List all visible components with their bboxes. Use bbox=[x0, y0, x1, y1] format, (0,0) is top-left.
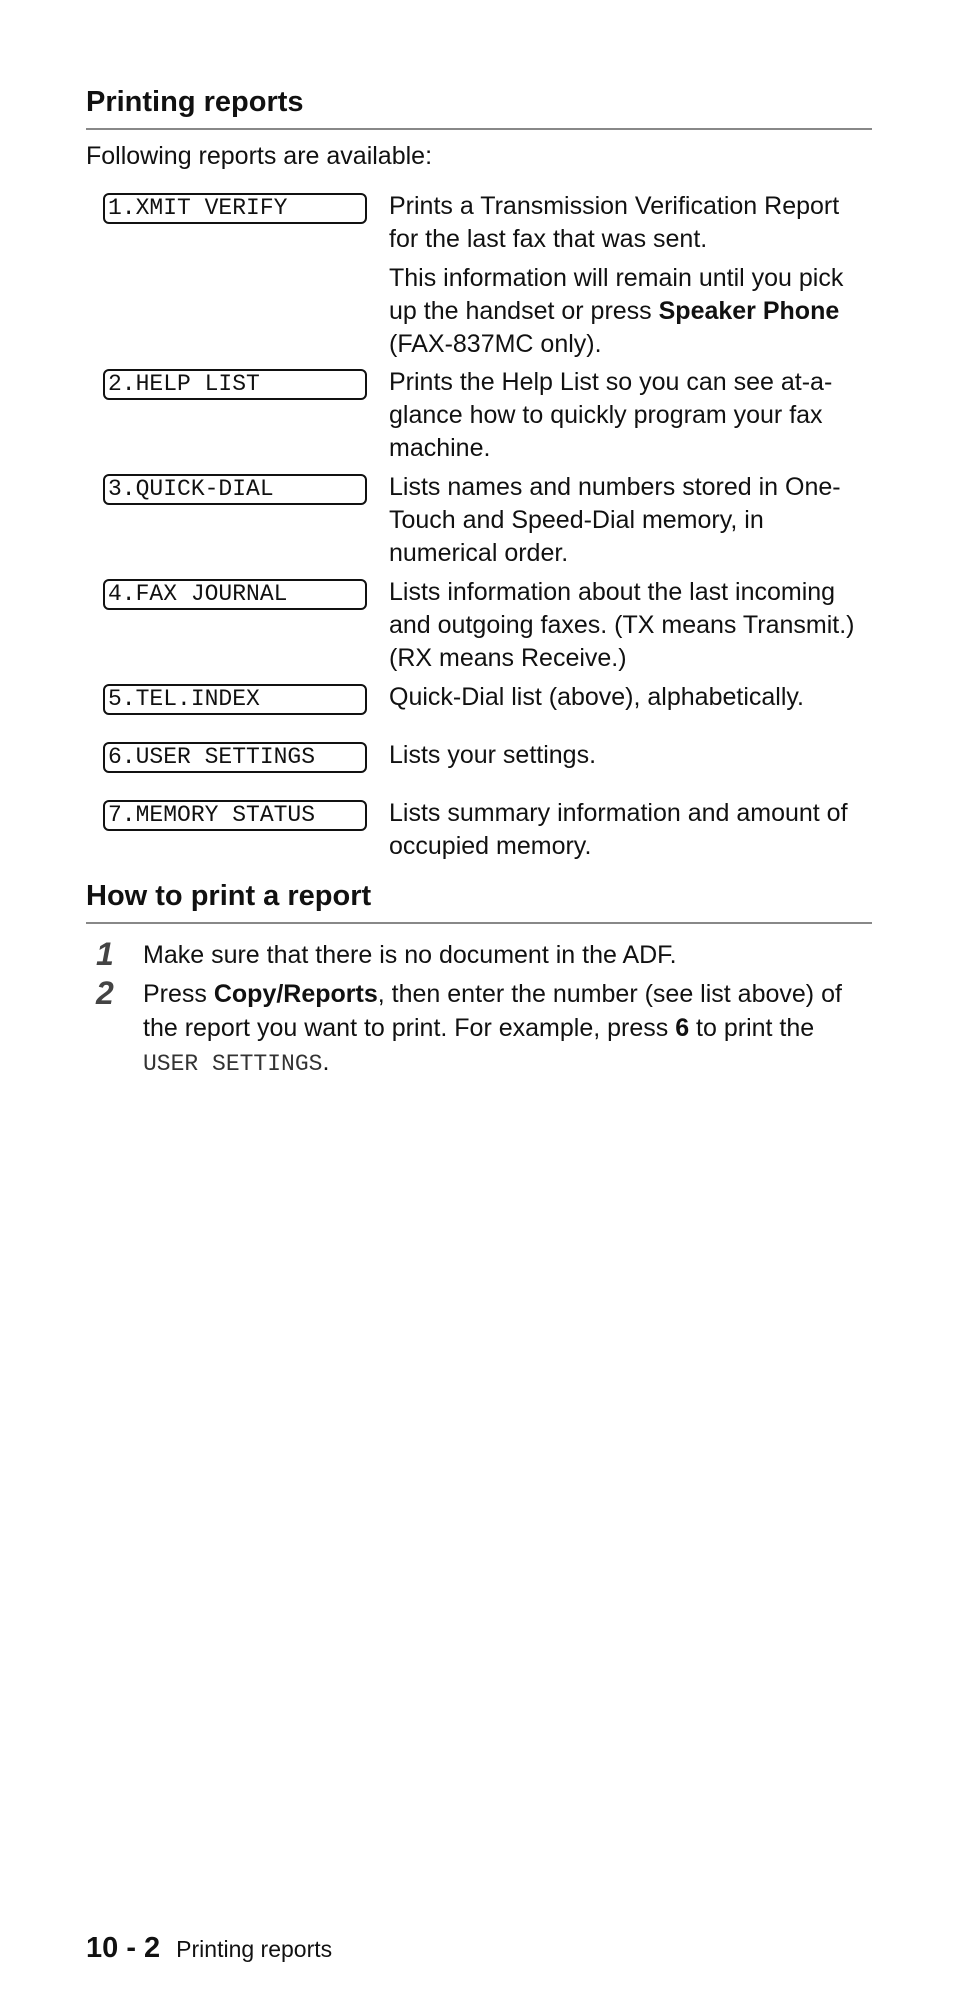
section-title-printing-reports: Printing reports bbox=[86, 86, 304, 118]
copy-reports-key: Copy/Reports bbox=[213, 980, 378, 1008]
report-description: Lists information about the last incoming and outgoing faxes. (TX means Transmit.) (RX means Receive.) bbox=[389, 578, 855, 672]
title-rule bbox=[86, 922, 872, 924]
report-description: Lists names and numbers stored in One-Touch and Speed-Dial memory, in numerical order. bbox=[389, 473, 841, 567]
step-text-part: to print the bbox=[689, 1014, 815, 1042]
intro-text: Following reports are available: bbox=[86, 142, 433, 170]
report-description: Prints the Help List so you can see at-a-glance how to quickly program your fax machine. bbox=[389, 368, 833, 462]
description-text: (FAX-837MC only). bbox=[389, 330, 602, 358]
step-text: Make sure that there is no document in the ADF. bbox=[143, 941, 677, 969]
lcd-label: 1.XMIT VERIFY bbox=[103, 193, 367, 224]
description-text: This information will remain until you pick up the handset or press bbox=[389, 264, 844, 325]
step-text bbox=[143, 977, 872, 1081]
description-paragraph: Prints a Transmission Verification Report for the last fax that was sent. bbox=[389, 192, 840, 253]
step-text-part: . bbox=[322, 1048, 330, 1076]
section-title-how-to-print: How to print a report bbox=[86, 880, 372, 912]
lcd-label: 7.MEMORY STATUS bbox=[103, 800, 367, 831]
lcd-text: USER SETTINGS bbox=[143, 1051, 323, 1077]
lcd-label: 6.USER SETTINGS bbox=[103, 742, 367, 773]
number-key: 6 bbox=[675, 1014, 690, 1042]
step-number: 1 bbox=[96, 936, 114, 972]
footer-label: Printing reports bbox=[176, 1936, 333, 1962]
report-description bbox=[389, 190, 872, 361]
page-number: 10 - 2 bbox=[86, 1932, 161, 1964]
manual-page bbox=[86, 0, 872, 2006]
step-text-part: Press bbox=[143, 980, 214, 1008]
step-text-part: , then enter the number (see list above) of the report you want to print. For example, press bbox=[143, 980, 842, 1042]
report-description: Lists your settings. bbox=[389, 741, 597, 769]
report-description: Lists summary information and amount of occupied memory. bbox=[389, 799, 848, 860]
description-paragraph bbox=[389, 262, 872, 361]
lcd-label: 4.FAX JOURNAL bbox=[103, 579, 367, 610]
lcd-label: 3.QUICK-DIAL bbox=[103, 474, 367, 505]
page-footer bbox=[86, 1930, 332, 1967]
report-description: Quick-Dial list (above), alphabetically. bbox=[389, 683, 804, 711]
lcd-label: 5.TEL.INDEX bbox=[103, 684, 367, 715]
lcd-label: 2.HELP LIST bbox=[103, 369, 367, 400]
step-number: 2 bbox=[96, 975, 114, 1011]
speaker-phone-key: Speaker Phone bbox=[658, 297, 840, 325]
title-rule bbox=[86, 128, 872, 130]
